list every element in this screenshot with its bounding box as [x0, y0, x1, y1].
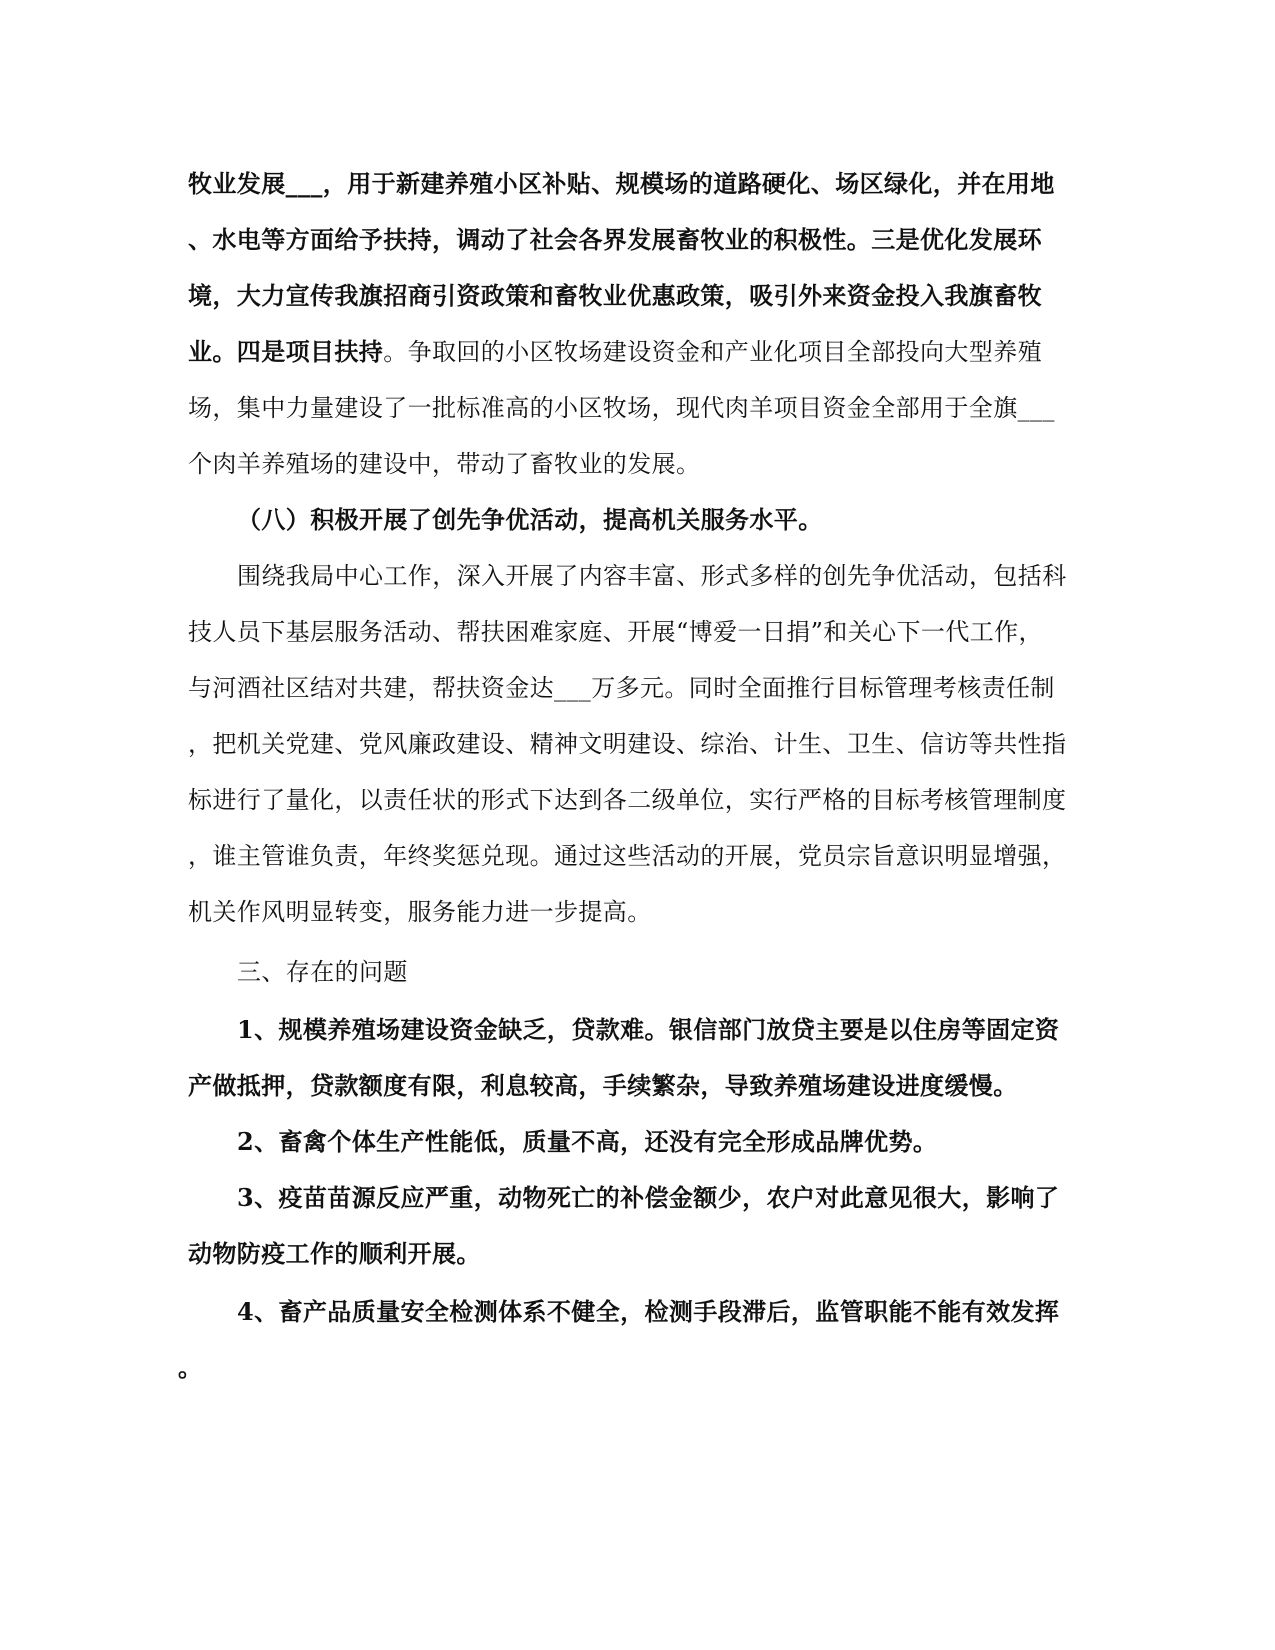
text-segment: 。争取回的小区牧场建设资金和产业化项目全部投向大型养殖 [383, 338, 1043, 366]
text-segment: ，把机关党建、党风廉政建设、精神文明建设、综治、计生、卫生、信访等共性指 [188, 730, 1067, 758]
text-line-16 [237, 1014, 1059, 1046]
text-line-10 [188, 672, 1055, 704]
text-line-17 [188, 1070, 1018, 1102]
text-segment: 1、规模养殖场建设资金缺乏，贷款难。银信部门放贷主要是以住房等固定资 [237, 1015, 1060, 1044]
text-segment: 个肉羊养殖场的建设中，带动了畜牧业的发展。 [188, 450, 701, 478]
text-segment: 产做抵押，贷款额度有限，利息较高，手续繁杂，导致养殖场建设进度缓慢。 [188, 1071, 1018, 1100]
text-line-2 [188, 224, 1042, 256]
text-line-18 [237, 1126, 937, 1158]
text-line-6 [188, 448, 700, 480]
text-segment: 4、畜产品质量安全检测体系不健全，检测手段滞后，监管职能不能有效发挥 [237, 1297, 1060, 1326]
text-segment: 标进行了量化，以责任状的形式下达到各二级单位，实行严格的目标考核管理制度 [188, 786, 1067, 814]
text-segment: 3、疫苗苗源反应严重，动物死亡的补偿金额少，农户对此意见很大，影响了 [237, 1183, 1060, 1212]
text-segment: 三、存在的问题 [237, 958, 408, 986]
text-segment: 。 [178, 1353, 203, 1382]
text-line-21 [237, 1296, 1059, 1328]
text-segment: 动物防疫工作的顺利开展。 [188, 1239, 481, 1268]
text-line-9 [188, 616, 1043, 648]
text-line-8 [237, 560, 1067, 592]
text-segment: 、水电等方面给予扶持，调动了社会各界发展畜牧业的积极性。三是优化发展环 [188, 225, 1042, 254]
text-line-12 [188, 784, 1066, 816]
text-line-13 [188, 840, 1066, 872]
text-segment: ，谁主管谁负责，年终奖惩兑现。通过这些活动的开展，党员宗旨意识明显增强， [188, 842, 1067, 870]
text-line-20 [188, 1238, 481, 1270]
text-segment-bold: 业。四是项目扶持 [188, 337, 384, 366]
text-line-1 [188, 168, 1055, 200]
text-line-19 [237, 1182, 1059, 1214]
text-line-5 [188, 392, 1055, 424]
text-segment: 围绕我局中心工作，深入开展了内容丰富、形式多样的创先争优活动，包括科 [237, 562, 1067, 590]
section-heading-8 [237, 504, 823, 536]
text-segment: 机关作风明显转变，服务能力进一步提高。 [188, 898, 652, 926]
text-line-4 [188, 336, 1042, 368]
text-segment: （八）积极开展了创先争优活动，提高机关服务水平。 [237, 505, 823, 534]
text-segment: 技人员下基层服务活动、帮扶困难家庭、开展“博爱一日捐”和关心下一代工作， [188, 618, 1043, 646]
text-line-3 [188, 280, 1042, 312]
section-heading-3 [237, 956, 408, 988]
text-segment: 2、畜禽个体生产性能低，质量不高，还没有完全形成品牌优势。 [237, 1127, 938, 1156]
text-segment: 牧业发展___，用于新建养殖小区补贴、规模场的道路硬化、场区绿化，并在用地 [188, 169, 1055, 198]
text-line-11 [188, 728, 1066, 760]
text-segment: 境，大力宣传我旗招商引资政策和畜牧业优惠政策，吸引外来资金投入我旗畜牧 [188, 281, 1042, 310]
text-line-22 [178, 1352, 202, 1384]
text-line-14 [188, 896, 652, 928]
text-segment: 与河酒社区结对共建，帮扶资金达___万多元。同时全面推行目标管理考核责任制 [188, 674, 1055, 702]
text-segment: 场，集中力量建设了一批标准高的小区牧场，现代肉羊项目资金全部用于全旗___ [188, 394, 1055, 422]
